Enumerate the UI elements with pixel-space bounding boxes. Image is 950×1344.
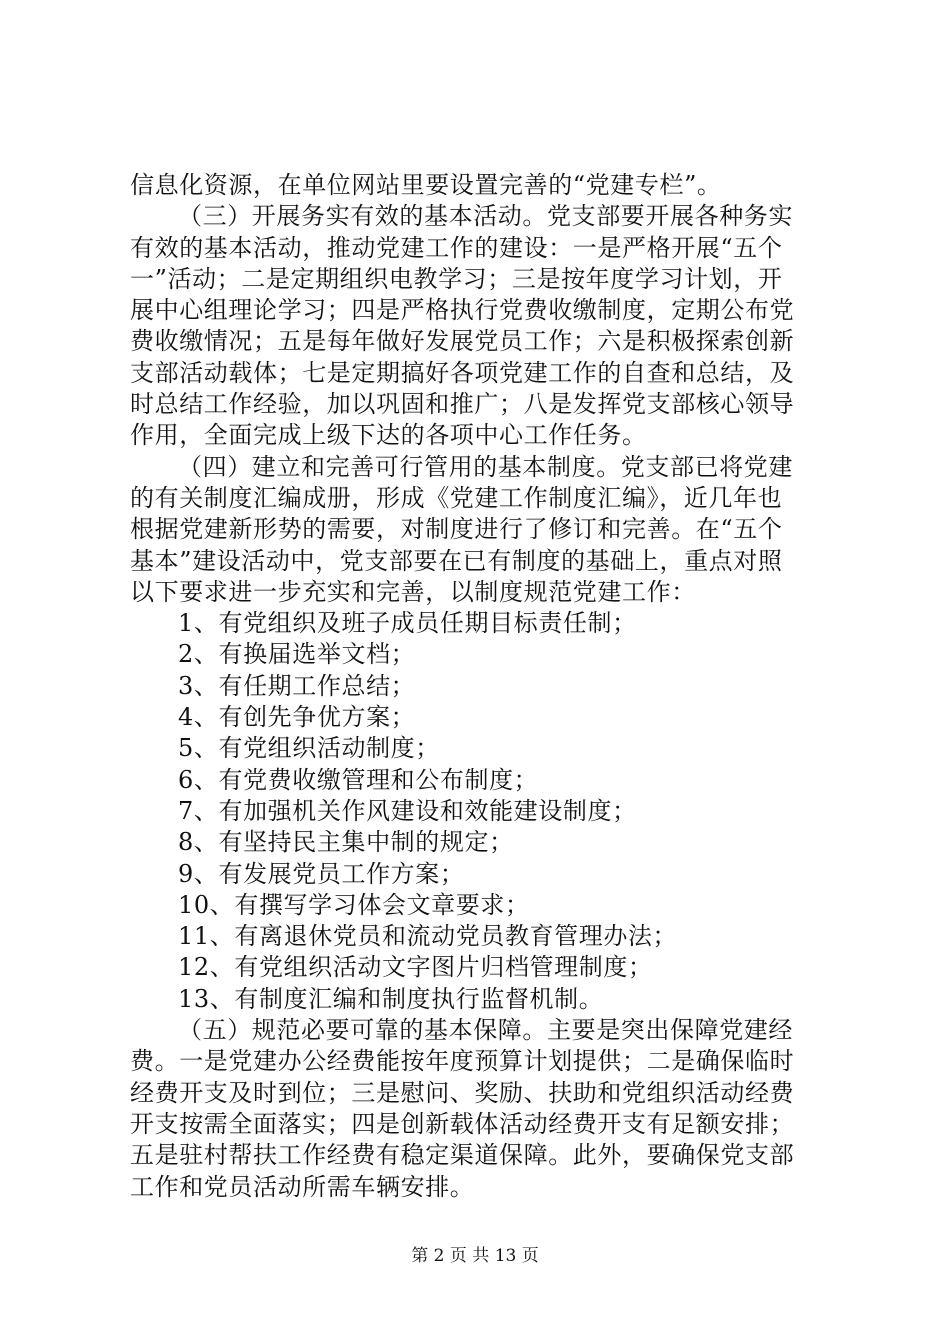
text-line: 的有关制度汇编成册，形成《党建工作制度汇编》，近几年也	[130, 483, 783, 512]
text-line: 9、有发展党员工作方案；	[178, 859, 465, 888]
text-line: （五）规范必要可靠的基本保障。主要是突出保障党建经	[178, 1016, 793, 1045]
text-line: 8、有坚持民主集中制的规定；	[178, 828, 514, 857]
document-body	[130, 170, 836, 1203]
text-line: 展中心组理论学习；四是严格执行党费收缴制度，定期公布党	[130, 296, 795, 325]
text-line: 支部活动载体；七是定期搞好各项党建工作的自查和总结，及	[130, 358, 795, 387]
text-line: 根据党建新形势的需要，对制度进行了修订和完善。在“五个	[130, 515, 783, 544]
text-line: 2、有换届选举文档；	[178, 640, 416, 669]
text-line: 12、有党组织活动文字图片归档管理制度；	[178, 953, 653, 982]
text-line: 有效的基本活动，推动党建工作的建设：一是严格开展“五个	[130, 233, 783, 262]
text-line: 11、有离退休党员和流动党员教育管理办法；	[178, 922, 678, 951]
text-line: 1、有党组织及班子成员任期目标责任制；	[178, 609, 637, 638]
text-line: 信息化资源，在单位网站里要设置完善的“党建专栏”。	[130, 171, 722, 199]
text-line: 费。一是党建办公经费能按年度预算计划提供；二是确保临时	[130, 1047, 795, 1076]
text-line: 6、有党费收缴管理和公布制度；	[178, 765, 539, 794]
page-footer: 第 2 页 共 13 页	[411, 1246, 539, 1266]
text-line: 13、有制度汇编和制度执行监督机制。	[178, 984, 604, 1013]
text-line: 3、有任期工作总结；	[178, 671, 416, 700]
text-line: 经费开支及时到位；三是慰问、奖励、扶助和党组织活动经费	[130, 1078, 795, 1107]
text-line: 工作和党员活动所需车辆安排。	[130, 1172, 475, 1201]
text-line: 7、有加强机关作风建设和效能建设制度；	[178, 796, 637, 825]
text-line: 10、有撰写学习体会文章要求；	[178, 890, 530, 919]
text-line: 五是驻村帮扶工作经费有稳定渠道保障。此外，要确保党支部	[130, 1141, 795, 1170]
text-line: （三）开展务实有效的基本活动。党支部要开展各种务实	[178, 202, 793, 231]
text-line: 时总结工作经验，加以巩固和推广；八是发挥党支部核心领导	[130, 390, 795, 419]
text-line: 5、有党组织活动制度；	[178, 734, 440, 763]
text-line: 作用，全面完成上级下达的各项中心工作任务。	[130, 421, 647, 450]
text-line: 一”活动；二是定期组织电教学习；三是按年度学习计划，开	[130, 264, 783, 293]
text-line: 以下要求进一步充实和完善，以制度规范党建工作：	[130, 577, 696, 606]
text-line: 费收缴情况；五是每年做好发展党员工作；六是积极探索创新	[130, 327, 795, 356]
text-line: 4、有创先争优方案；	[178, 703, 416, 732]
text-line: （四）建立和完善可行管用的基本制度。党支部已将党建	[178, 452, 793, 481]
text-line: 开支按需全面落实；四是创新载体活动经费开支有足额安排；	[130, 1109, 795, 1138]
text-line: 基本”建设活动中，党支部要在已有制度的基础上，重点对照	[130, 546, 783, 575]
